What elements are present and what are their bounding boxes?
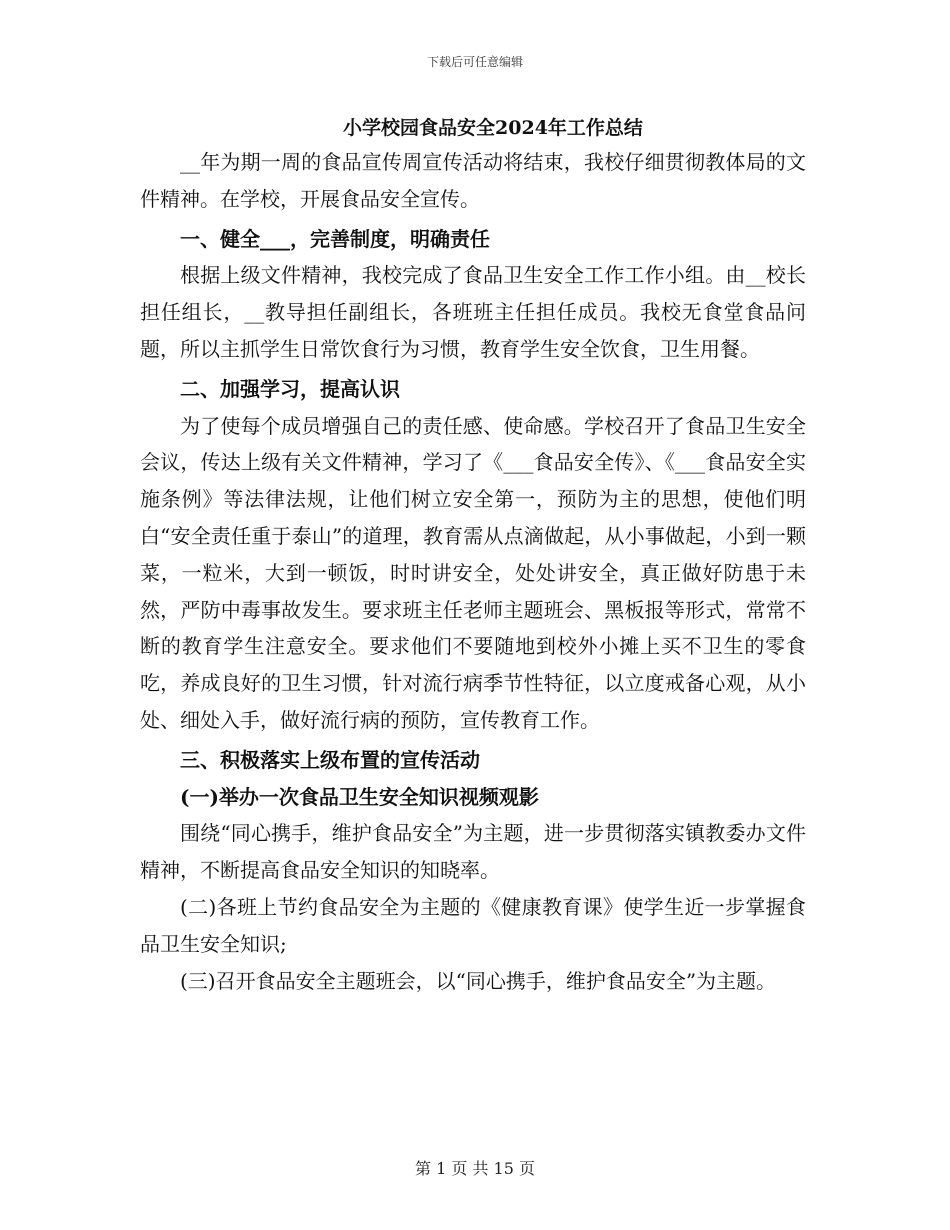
document-title: 小学校园食品安全2024年工作总结 (343, 117, 643, 139)
section-3-sub-1-paragraph: 围绕“同心携手，维护食品安全”为主题，进一步贯彻落实镇教委办文件精神，不断提高食品安全知识的知晓率。 (140, 821, 806, 883)
page-number-indicator: 第 1 页 共 15 页 (415, 1159, 535, 1178)
page-header-note: 下载后可任意编辑 (426, 55, 523, 69)
section-3-heading: 三、积极落实上级布置的宣传活动 (180, 747, 480, 772)
intro-paragraph: __年为期一周的食品宣传周宣传活动将结束，我校仔细贯彻教体局的文件精神。在学校，开展食品安全宣传。 (140, 150, 806, 211)
section-2-paragraph: 为了使每个成员增强自己的责任感、使命感。学校召开了食品卫生安全会议，传达上级有关文件精神，学习了《___食品安全传》、《___食品安全实施条例》等法律法规，让他们树立安全第一，预防为主的思想，使他们明白“安全责任重于泰山”的道理，教育需从点滴做起，从小事做起，小到一颗菜，一粒米，大到一顿饭，时时讲安全，处处讲安全，真正做好防患于未然，严防中毒事故发生。要求班主任老师主题班会、黑板报等形式，常常不断的教育学生注意安全。要求他们不要随地到校外小摊上买不卫生的零食吃，养成良好的卫生习惯，针对流行病季节性特征，以立度戒备心观，从小处、细处入手，做好流行病的预防，宣传教育工作。 (140, 413, 806, 732)
section-1-paragraph: 根据上级文件精神，我校完成了食品卫生安全工作工作小组。由__校长担任组长，__教导担任副组长，各班班主任担任成员。我校无食堂食品问题，所以主抓学生日常饮食行为习惯，教育学生安全饮食，卫生用餐。 (140, 263, 806, 361)
document-body (140, 112, 806, 999)
section-1-heading: 一、健全___，完善制度，明确责任 (180, 226, 490, 251)
section-3-sub-2-paragraph: (二)各班上节约食品安全为主题的《健康教育课》使学生近一步掌握食品卫生安全知识; (140, 894, 806, 956)
section-3-sub-1-heading: (一)举办一次食品卫生安全知识视频观影 (180, 784, 539, 809)
section-3-sub-3-paragraph: (三)召开食品安全主题班会，以“同心携手，维护食品安全”为主题。 (180, 968, 777, 993)
section-2-heading: 二、加强学习，提高认识 (180, 376, 400, 401)
